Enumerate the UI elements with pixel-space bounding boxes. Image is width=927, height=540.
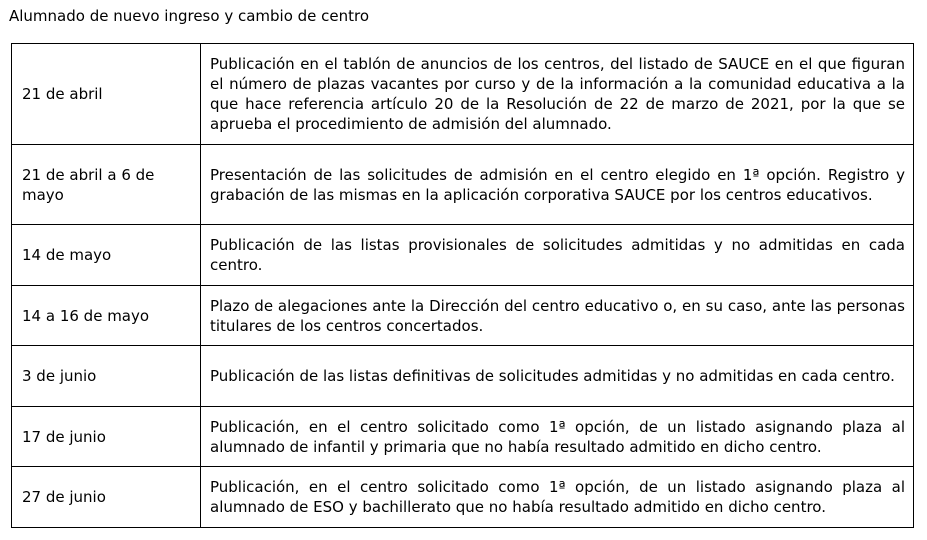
- description-cell: Publicación de las listas definitivas de solicitudes admitidas y no admitidas en cada centro.: [201, 346, 914, 407]
- date-cell: 14 a 16 de mayo: [12, 286, 201, 346]
- description-cell: Publicación de las listas provisionales de solicitudes admitidas y no admitidas en cada centro.: [201, 225, 914, 286]
- date-cell: 17 de junio: [12, 407, 201, 467]
- date-cell: 27 de junio: [12, 467, 201, 528]
- table-row: [12, 407, 914, 467]
- description-cell: Publicación en el tablón de anuncios de los centros, del listado de SAUCE en el que figuran el número de plazas vacantes por curso y de la información a la comunidad educativa a la que hace referencia artículo 20 de la Resolución de 22 de marzo de 2021, por la que se aprueba el procedimiento de admisión del alumnado.: [201, 44, 914, 145]
- date-cell: 21 de abril a 6 de mayo: [12, 145, 201, 225]
- date-cell: 3 de junio: [12, 346, 201, 407]
- admission-schedule-table: [11, 43, 914, 528]
- description-cell: Presentación de las solicitudes de admisión en el centro elegido en 1ª opción. Registro y grabación de las mismas en la aplicación corporativa SAUCE por los centros educativos.: [201, 145, 914, 225]
- date-cell: 21 de abril: [12, 44, 201, 145]
- table-row: [12, 346, 914, 407]
- table-row: [12, 225, 914, 286]
- table-row: [12, 145, 914, 225]
- document-title: Alumnado de nuevo ingreso y cambio de centro: [9, 7, 370, 25]
- table-row: [12, 286, 914, 346]
- description-cell: Plazo de alegaciones ante la Dirección del centro educativo o, en su caso, ante las personas titulares de los centros concertados.: [201, 286, 914, 346]
- table-row: [12, 467, 914, 528]
- description-cell: Publicación, en el centro solicitado como 1ª opción, de un listado asignando plaza al alumnado de infantil y primaria que no había resultado admitido en dicho centro.: [201, 407, 914, 467]
- table-row: [12, 44, 914, 145]
- description-cell: Publicación, en el centro solicitado como 1ª opción, de un listado asignando plaza al alumnado de ESO y bachillerato que no había resultado admitido en dicho centro.: [201, 467, 914, 528]
- schedule-table-body: [12, 44, 914, 528]
- date-cell: 14 de mayo: [12, 225, 201, 286]
